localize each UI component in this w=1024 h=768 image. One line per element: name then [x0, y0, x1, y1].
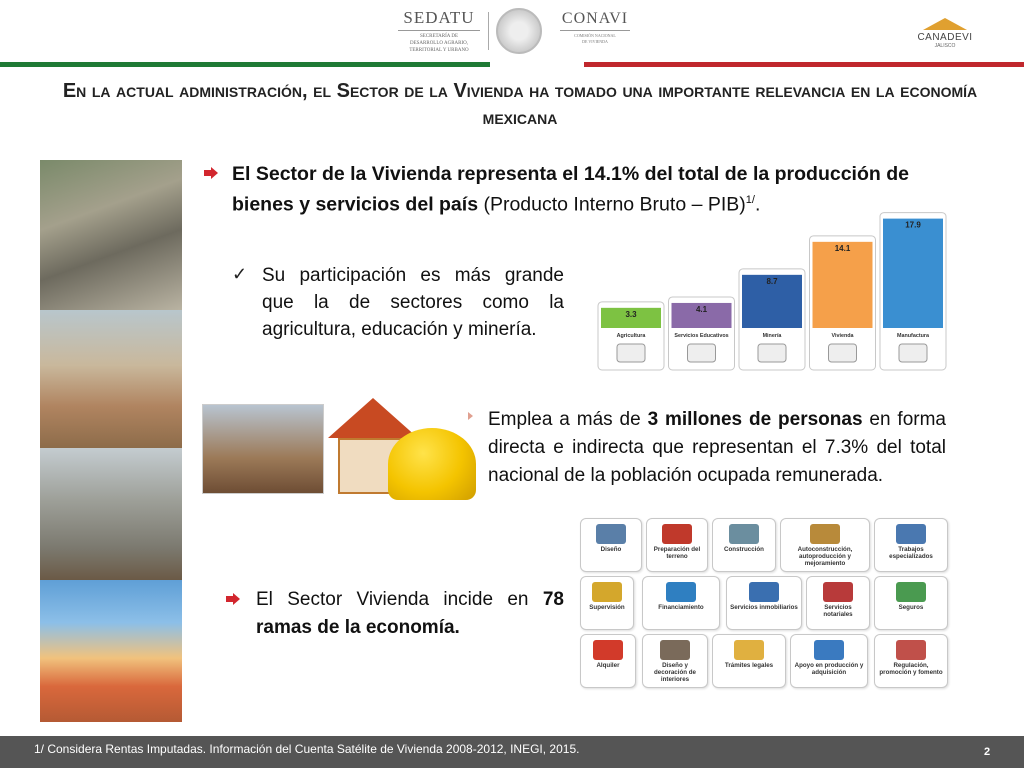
sector-tile-label: Financiamiento: [658, 604, 704, 611]
page-title: En la actual administración, el Sector de la Vivienda ha tomado una importante relevancia en la economía mexicana: [62, 80, 978, 129]
design-icon: [596, 524, 626, 544]
sector-tile: [874, 634, 948, 688]
chart-category-label: Vivienda: [831, 333, 854, 339]
canadevi-logo: [912, 16, 978, 49]
sector-tile-label: Construcción: [724, 546, 764, 553]
support-icon: [814, 640, 844, 660]
arrow-bullet-icon: [226, 593, 240, 605]
sector-tile-label: Trámites legales: [724, 662, 774, 669]
construction-illustration: [200, 398, 480, 510]
bullet-pib-footnote-ref: 1/: [745, 194, 755, 206]
sector-tile: [580, 634, 636, 688]
sedatu-logo-subtitle: SECRETARÍA DE DESARROLLO AGRARIO, TERRITORIAL Y URBANO: [409, 34, 469, 53]
house-builder-photo: [40, 310, 182, 448]
bullet-employment-bold: 3 millones de personas: [647, 409, 863, 430]
sector-tiles-grid: [580, 518, 952, 694]
classroom-icon: [688, 344, 716, 362]
sedatu-logo-text: SEDATU: [398, 8, 480, 31]
bullet-pib-normal: (Producto Interno Bruto – PIB): [478, 193, 746, 216]
supervision-icon: [592, 582, 622, 602]
roof-icon: [923, 16, 967, 30]
house-icon: [829, 344, 857, 362]
conavi-logo-subtitle: COMISIÓN NACIONAL DE VIVIENDA: [574, 33, 616, 44]
sector-tile-label: Servicios notariales: [823, 604, 853, 618]
sector-tile: [712, 634, 786, 688]
building-construction-photo: [202, 404, 324, 494]
header: [0, 0, 1024, 66]
specialized-work-icon: [896, 524, 926, 544]
footnote: 1/ Considera Rentas Imputadas. Información del Cuenta Satélite de Vivienda 2008-2012, INEGI, 2015.: [34, 742, 580, 756]
red-stripe: [584, 62, 1024, 67]
bullet-employment-pre: Emplea a más de: [488, 409, 648, 430]
sector-tile-label: Seguros: [898, 604, 924, 611]
self-build-icon: [810, 524, 840, 544]
sector-tile: [580, 576, 634, 630]
page-number: 2: [984, 746, 991, 758]
construction-worker-photo: [40, 160, 182, 310]
bullet-participation: Su participación es más grande que la de sectores como la agricultura, educación y minería.: [262, 265, 564, 340]
canadevi-logo-subtitle: JALISCO: [934, 43, 956, 49]
chart-value-label: 4.1: [695, 304, 708, 314]
bullet-pib-end: .: [754, 193, 761, 216]
chart-value-label: 3.3: [625, 309, 637, 319]
rental-icon: [593, 640, 623, 660]
chart-category-label: Servicios Educativos: [674, 333, 729, 339]
arrow-bullet-icon: [204, 167, 218, 179]
factory-icon: [899, 344, 927, 362]
interior-design-icon: [660, 640, 690, 660]
sector-tile-label: Autoconstrucción, autoproducción y mejoramiento: [797, 546, 853, 567]
sector-tile-label: Trabajos especializados: [889, 546, 933, 560]
land-prep-icon: [662, 524, 692, 544]
green-stripe: [0, 62, 490, 67]
chart-value-label: 17.9: [905, 220, 921, 230]
mexico-seal-icon: [496, 8, 542, 54]
bullet-branches-bold: 78 ramas de la economía.: [256, 589, 564, 638]
sector-tile: [780, 518, 870, 572]
financing-icon: [666, 582, 696, 602]
bullet-employment: [488, 406, 946, 490]
sector-tile-label: Servicios inmobiliarios: [730, 604, 798, 611]
sector-tile-label: Supervisión: [589, 604, 625, 611]
sector-tile-label: Preparación del terreno: [653, 546, 701, 560]
sector-tile: [642, 576, 720, 630]
sector-tile-label: Regulación, promoción y fomento: [879, 662, 943, 676]
sector-tile: [806, 576, 870, 630]
chart-value-label: 8.7: [766, 276, 778, 286]
chart-category-label: Minería: [762, 333, 782, 339]
sector-tile: [874, 576, 948, 630]
sector-tile: [726, 576, 802, 630]
sector-share-bar-chart: [594, 210, 948, 372]
conavi-logo: [560, 10, 630, 45]
real-estate-icon: [749, 582, 779, 602]
sector-tile: [790, 634, 868, 688]
chart-value-label: 14.1: [834, 243, 851, 253]
sector-tile-label: Diseño: [600, 546, 622, 553]
notary-icon: [823, 582, 853, 602]
chart-bar: [813, 242, 873, 328]
sector-tile: [646, 518, 708, 572]
bullet-branches-pre: El Sector Vivienda incide en: [256, 589, 543, 610]
block-house-photo: [40, 448, 182, 580]
bullet-economy-branches: [256, 586, 564, 642]
tractor-icon: [617, 344, 645, 362]
checkmark-icon: ✓: [232, 264, 248, 284]
logo-divider: [488, 12, 489, 50]
legal-icon: [734, 640, 764, 660]
sector-tile-label: Diseño y decoración de interiores: [654, 662, 696, 683]
construction-icon: [729, 524, 759, 544]
sedatu-logo: [398, 8, 480, 54]
sector-tile: [874, 518, 948, 572]
conavi-logo-text: CONAVI: [560, 10, 630, 31]
sector-tile: [712, 518, 776, 572]
housing-row-photo: [40, 580, 182, 722]
hard-hat-icon: [388, 428, 476, 500]
insurance-icon: [896, 582, 926, 602]
small-arrow-icon: [468, 412, 473, 420]
miner-icon: [758, 344, 786, 362]
bullet-employment-post: en forma directa e indirecta que representan el 7.3% del total nacional de la población ocupada remunerada.: [488, 409, 946, 486]
canadevi-logo-text: CANADEVI: [917, 32, 973, 43]
regulation-icon: [896, 640, 926, 660]
footer: [0, 736, 1024, 768]
bullet-pib-bold: El Sector de la Vivienda representa el 14.1% del total de la producción de bienes y servicios del país: [232, 163, 909, 216]
chart-category-label: Manufactura: [896, 333, 930, 339]
chart-bar: [883, 219, 943, 328]
sector-tile: [642, 634, 708, 688]
sector-tile-label: Apoyo en producción y adquisición: [794, 662, 864, 676]
sector-tile-label: Alquiler: [596, 662, 620, 669]
chart-category-label: Agricultura: [616, 333, 646, 339]
sector-tile: [580, 518, 642, 572]
